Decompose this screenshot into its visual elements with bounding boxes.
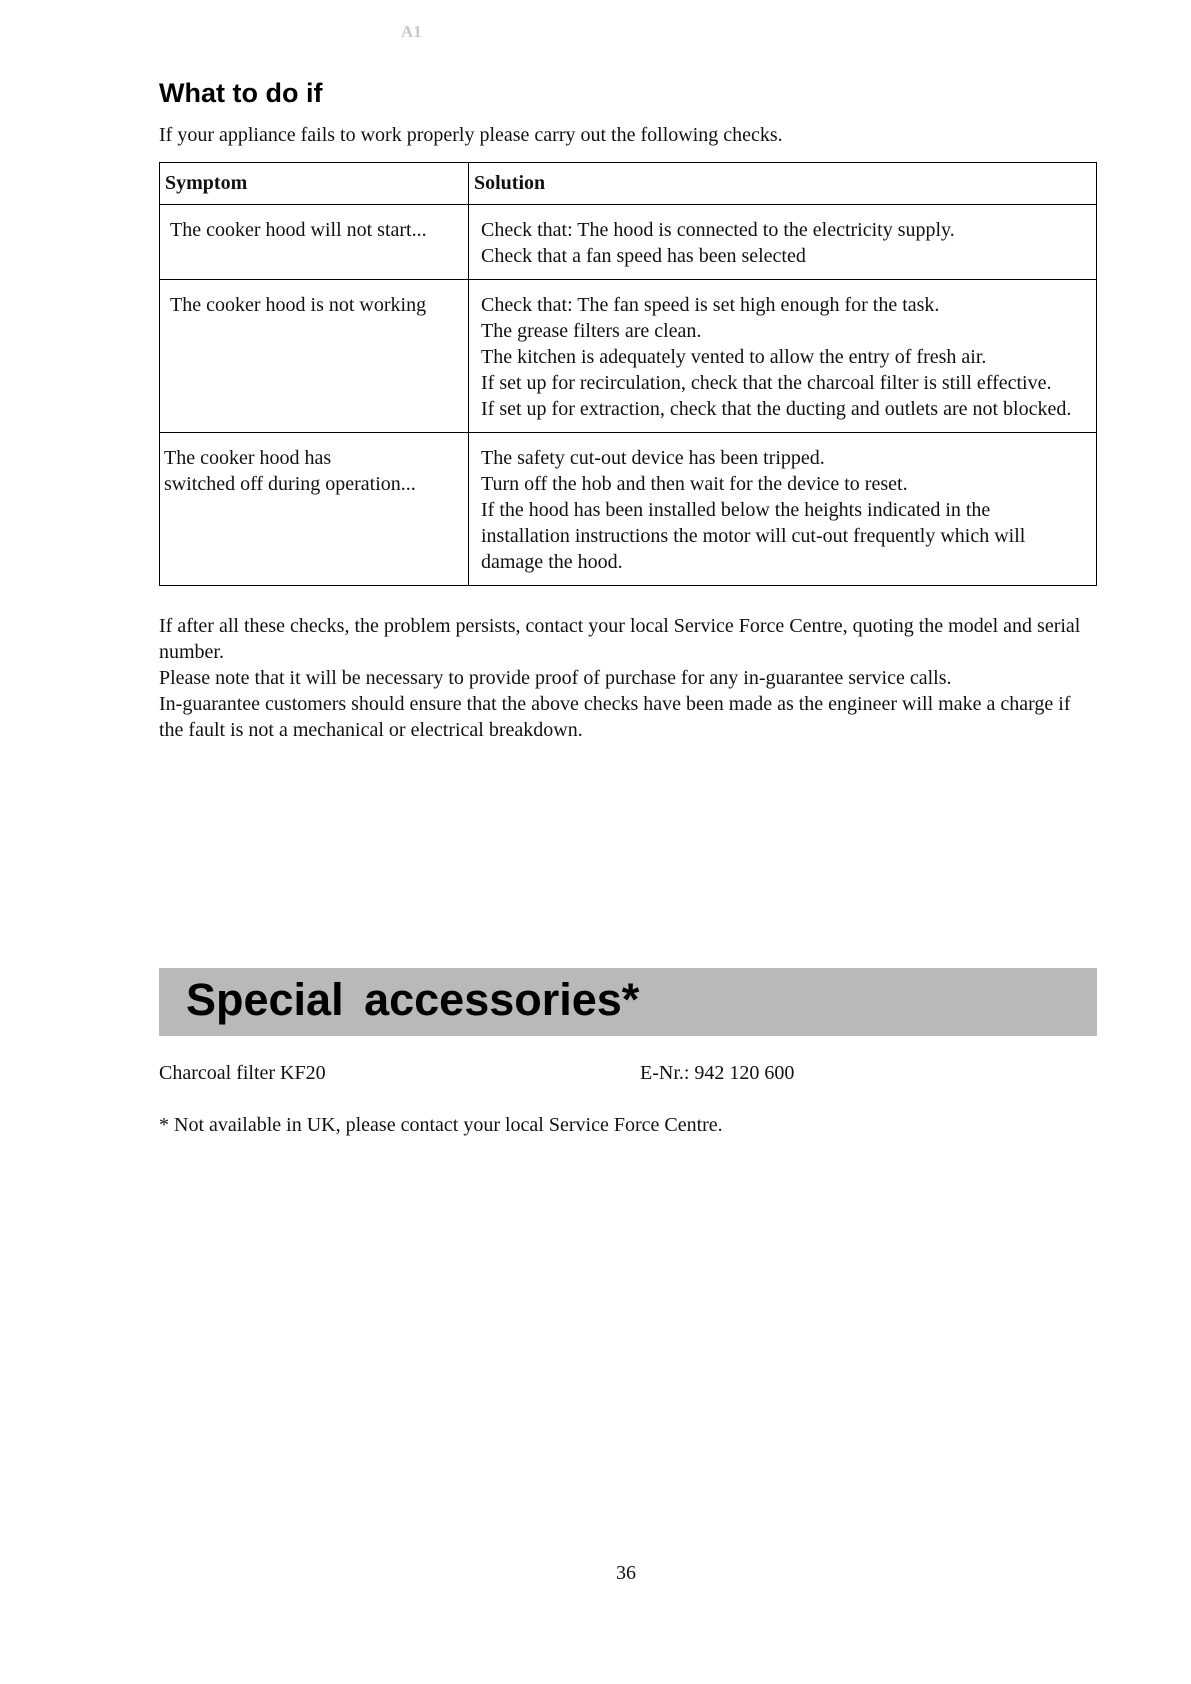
symptom-line: The cooker hood is not working: [170, 294, 427, 316]
symptom-column-header: Symptom: [160, 163, 469, 205]
table-header-row: [160, 163, 1097, 205]
symptom-line: switched off during operation...: [164, 473, 416, 495]
solution-line: The kitchen is adequately vented to allow the entry of fresh air.: [481, 346, 987, 368]
accessory-part-number: E-Nr.: 942 120 600: [640, 1062, 795, 1084]
intro-text: If your appliance fails to work properly please carry out the following checks.: [159, 124, 783, 146]
symptom-cell: [160, 433, 469, 586]
page-marker: A1: [401, 22, 422, 41]
table-row: [160, 280, 1097, 433]
solution-line: If set up for recirculation, check that the charcoal filter is still effective.: [481, 372, 1052, 394]
symptom-line: The cooker hood will not start...: [170, 219, 427, 241]
page-number: 36: [616, 1562, 636, 1584]
solution-line: Turn off the hob and then wait for the device to reset.: [481, 473, 908, 495]
solution-cell: [469, 205, 1097, 280]
persist-note: If after all these checks, the problem persists, contact your local Service Force Centre, quoting the model and serial number.: [159, 615, 1081, 663]
accessory-name: Charcoal filter KF20: [159, 1062, 326, 1084]
troubleshooting-table: [159, 162, 1097, 586]
proof-of-purchase-note: Please note that it will be necessary to provide proof of purchase for any in-guarantee service calls.: [159, 667, 952, 689]
solution-line: damage the hood.: [481, 551, 623, 573]
what-to-do-heading: What to do if: [159, 78, 323, 108]
solution-line: If the hood has been installed below the heights indicated in the: [481, 499, 991, 521]
solution-column-header: Solution: [469, 163, 1097, 205]
solution-line: Check that: The fan speed is set high enough for the task.: [481, 294, 940, 316]
special-accessories-heading: Special accessories*: [186, 974, 640, 1025]
symptom-cell: [160, 280, 469, 433]
table-row: [160, 205, 1097, 280]
solution-line: installation instructions the motor will cut-out frequently which will: [481, 525, 1026, 547]
special-accessories-banner: [159, 968, 1097, 1036]
solution-line: The grease filters are clean.: [481, 320, 702, 342]
table-row: [160, 433, 1097, 586]
solution-line: Check that a fan speed has been selected: [481, 245, 806, 267]
solution-line: The safety cut-out device has been tripped.: [481, 447, 825, 469]
symptom-line: The cooker hood has: [164, 447, 332, 469]
solution-cell: [469, 280, 1097, 433]
solution-line: Check that: The hood is connected to the electricity supply.: [481, 219, 955, 241]
accessories-footnote: * Not available in UK, please contact your local Service Force Centre.: [159, 1114, 723, 1136]
symptom-cell: [160, 205, 469, 280]
in-guarantee-note: In-guarantee customers should ensure that the above checks have been made as the engineer will make a charge if the fault is not a mechanical or electrical breakdown.: [159, 693, 1071, 741]
solution-cell: [469, 433, 1097, 586]
after-checks-notes: [159, 613, 1099, 743]
solution-line: If set up for extraction, check that the ducting and outlets are not blocked.: [481, 398, 1072, 420]
